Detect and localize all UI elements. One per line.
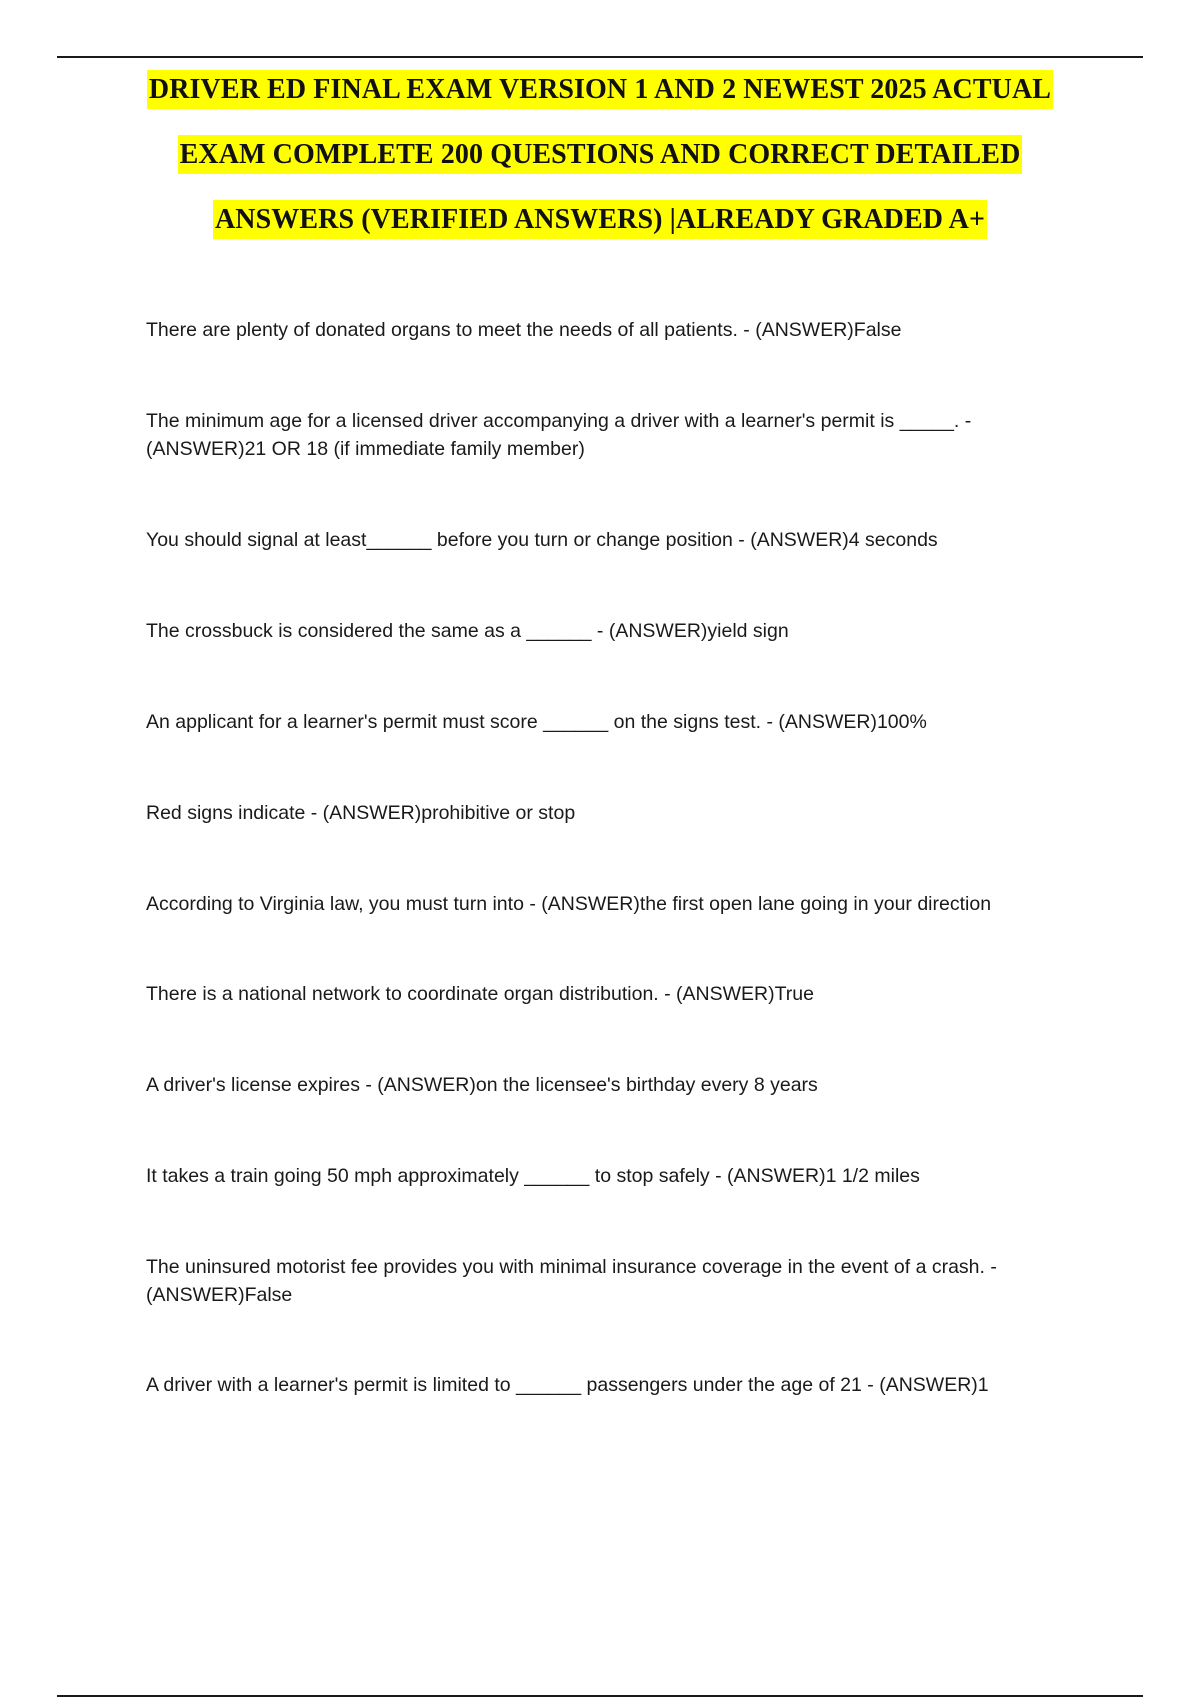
title-line (57, 66, 1143, 131)
title-line-text: EXAM COMPLETE 200 QUESTIONS AND CORRECT DETAILED (178, 135, 1023, 174)
top-rule (57, 56, 1143, 58)
title-line-text: ANSWERS (VERIFIED ANSWERS) |ALREADY GRADED A+ (213, 200, 987, 239)
qa-item: A driver's license expires - (ANSWER)on the licensee's birthday every 8 years (146, 1073, 818, 1096)
qa-item: There is a national network to coordinate organ distribution. - (ANSWER)True (146, 982, 814, 1005)
title-line (57, 196, 1143, 261)
bottom-rule (57, 1695, 1143, 1697)
title-line (57, 131, 1143, 196)
qa-item: The crossbuck is considered the same as a ______ - (ANSWER)yield sign (146, 619, 789, 642)
qa-item: There are plenty of donated organs to meet the needs of all patients. - (ANSWER)False (146, 318, 902, 341)
qa-item: A driver with a learner's permit is limited to ______ passengers under the age of 21 - (ANSWER)1 (146, 1373, 989, 1396)
document-title (57, 66, 1143, 261)
title-line-text: DRIVER ED FINAL EXAM VERSION 1 AND 2 NEWEST 2025 ACTUAL (147, 70, 1053, 109)
qa-item: An applicant for a learner's permit must score ______ on the signs test. - (ANSWER)100% (146, 710, 927, 733)
qa-item: Red signs indicate - (ANSWER)prohibitive or stop (146, 801, 576, 824)
qa-item: According to Virginia law, you must turn into - (ANSWER)the first open lane going in your direction (146, 892, 992, 915)
qa-item: It takes a train going 50 mph approximately ______ to stop safely - (ANSWER)1 1/2 miles (146, 1164, 920, 1187)
qa-item: The uninsured motorist fee provides you with minimal insurance coverage in the event of a crash. - (ANSWER)False (146, 1255, 997, 1306)
qa-item: The minimum age for a licensed driver accompanying a driver with a learner's permit is _____. - (ANSWER)21 OR 18 (if immediate family member) (146, 409, 972, 460)
qa-item: You should signal at least______ before you turn or change position - (ANSWER)4 seconds (146, 528, 938, 551)
